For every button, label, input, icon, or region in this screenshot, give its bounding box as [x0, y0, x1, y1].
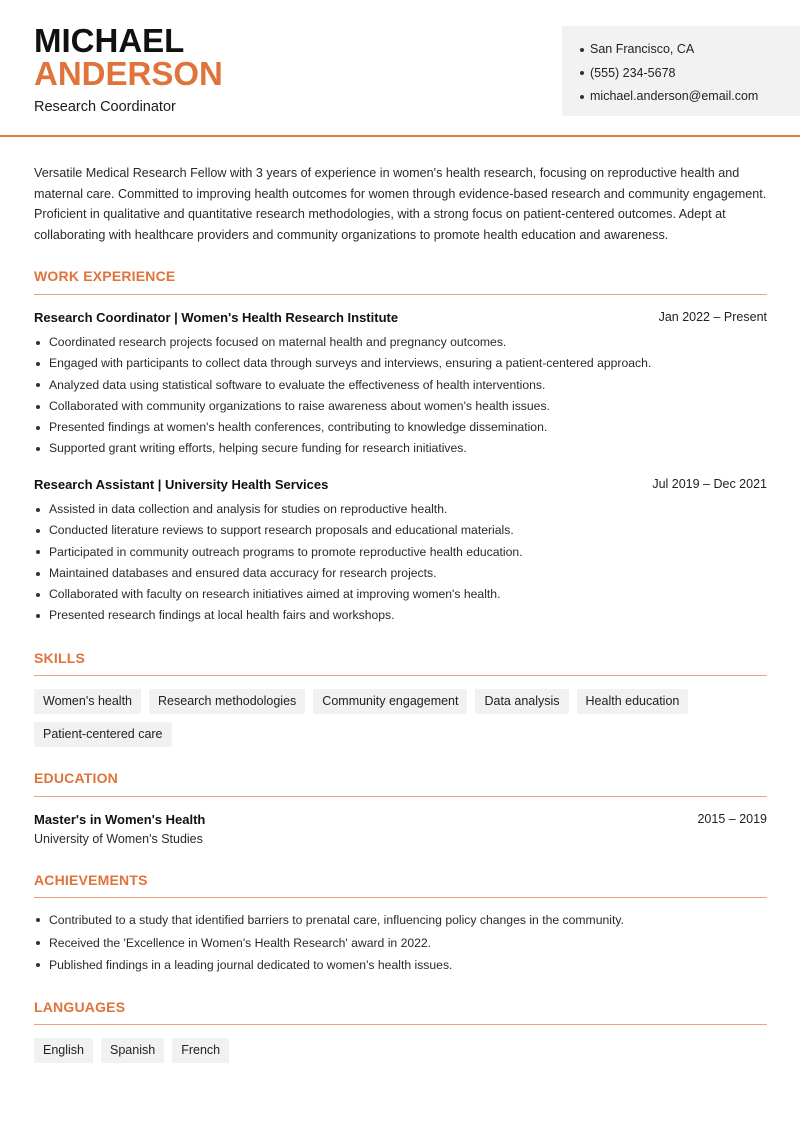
languages-list — [34, 1038, 767, 1063]
list-item — [34, 353, 767, 374]
bullet-icon — [36, 341, 40, 345]
skill-chip: Health education — [577, 689, 689, 714]
bullet-icon — [36, 572, 40, 576]
bullet-icon — [36, 614, 40, 618]
job-dates-2: Jul 2019 – Dec 2021 — [652, 477, 767, 491]
education-school: University of Women's Studies — [34, 832, 203, 846]
list-item — [34, 954, 767, 977]
bullet-icon — [580, 48, 584, 52]
section-title-languages: LANGUAGES — [34, 999, 126, 1015]
bullet-icon — [36, 362, 40, 366]
section-title-work: WORK EXPERIENCE — [34, 268, 176, 284]
bullet-icon — [36, 941, 40, 945]
job-heading-1: Research Coordinator | Women's Health Research Institute — [34, 310, 399, 325]
last-name: ANDERSON — [34, 55, 223, 92]
list-item — [34, 332, 767, 353]
section-divider — [34, 675, 767, 676]
section-divider — [34, 1024, 767, 1025]
list-item — [34, 605, 767, 626]
skill-chip: Research methodologies — [149, 689, 305, 714]
list-item — [34, 438, 767, 459]
education-degree: Master's in Women's Health — [34, 812, 206, 827]
list-item — [34, 909, 767, 932]
list-item — [34, 563, 767, 584]
job-bullets-2 — [34, 499, 767, 627]
bullet-icon — [36, 405, 40, 409]
skill-chip: Community engagement — [313, 689, 467, 714]
skill-chip: Data analysis — [475, 689, 568, 714]
bullet-icon — [36, 550, 40, 554]
email-link[interactable]: michael.anderson@email.com — [590, 89, 759, 103]
section-divider — [34, 897, 767, 898]
list-item-text: Supported grant writing efforts, helping secure funding for research initiatives. — [49, 441, 467, 456]
language-chip: Spanish — [101, 1038, 164, 1063]
bullet-icon — [36, 918, 40, 922]
contact-phone — [580, 62, 800, 86]
list-item-text: Engaged with participants to collect data through surveys and interviews, ensuring a patient-centered approach. — [49, 356, 652, 371]
language-chip: English — [34, 1038, 93, 1063]
bullet-icon — [36, 593, 40, 597]
skills-list — [34, 689, 767, 747]
language-chip: French — [172, 1038, 229, 1063]
bullet-icon — [580, 71, 584, 75]
list-item-text: Contributed to a study that identified barriers to prenatal care, influencing policy changes in the community. — [49, 913, 624, 927]
list-item-text: Conducted literature reviews to support research proposals and educational materials. — [49, 523, 514, 538]
list-item-text: Published findings in a leading journal dedicated to women's health issues. — [49, 958, 453, 972]
list-item-text: Presented research findings at local health fairs and workshops. — [49, 608, 395, 623]
list-item-text: Analyzed data using statistical software to evaluate the effectiveness of health interventions. — [49, 377, 546, 392]
list-item-text: Collaborated with community organizations to raise awareness about women's health issues. — [49, 398, 550, 413]
list-item — [34, 520, 767, 541]
bullet-icon — [36, 426, 40, 430]
section-divider — [34, 294, 767, 295]
list-item-text: Coordinated research projects focused on maternal health and pregnancy outcomes. — [49, 335, 507, 349]
skill-chip: Patient-centered care — [34, 722, 172, 747]
contact-location — [580, 38, 800, 62]
job-dates-1: Jan 2022 – Present — [658, 310, 767, 324]
bullet-icon — [36, 383, 40, 387]
location-text: San Francisco, CA — [590, 42, 695, 56]
list-item — [34, 396, 767, 417]
job-heading-2: Research Assistant | University Health Services — [34, 477, 329, 492]
list-item — [34, 499, 767, 520]
list-item — [34, 542, 767, 563]
list-item-text: Participated in community outreach programs to promote reproductive health education. — [49, 544, 523, 559]
bullet-icon — [36, 963, 40, 967]
list-item — [34, 932, 767, 955]
list-item — [34, 584, 767, 605]
first-name: MICHAEL — [34, 22, 185, 59]
list-item-text: Presented findings at women's health conferences, contributing to knowledge dissemination. — [49, 420, 548, 435]
achievements-list — [34, 909, 767, 977]
education-dates: 2015 – 2019 — [697, 812, 767, 826]
list-item — [34, 417, 767, 438]
section-title-achievements: ACHIEVEMENTS — [34, 872, 148, 888]
contact-email[interactable] — [580, 85, 800, 109]
bullet-icon — [36, 529, 40, 533]
contact-box — [562, 26, 800, 116]
list-item-text: Assisted in data collection and analysis for studies on reproductive health. — [49, 502, 448, 516]
professional-summary: Versatile Medical Research Fellow with 3 years of experience in women's health research, focusing on reproductive health and maternal care. Committed to improving health outcomes for women through evidence-based research and community engagement. Proficient in qualitative and quantitative research methodologies, with a strong focus on patient-centered outcomes. Adept at collaborating with healthcare providers and community organizations to promote health education and awareness. — [34, 166, 767, 243]
list-item-text: Maintained databases and ensured data accuracy for research projects. — [49, 565, 437, 580]
resume-header — [0, 0, 800, 137]
list-item — [34, 375, 767, 396]
section-title-education: EDUCATION — [34, 770, 118, 786]
skill-chip: Women's health — [34, 689, 141, 714]
section-title-skills: SKILLS — [34, 650, 85, 666]
section-divider — [34, 796, 767, 797]
job-title: Research Coordinator — [34, 99, 176, 115]
bullet-icon — [580, 95, 584, 99]
list-item-text: Collaborated with faculty on research initiatives aimed at improving women's health. — [49, 587, 501, 602]
list-item-text: Received the 'Excellence in Women's Health Research' award in 2022. — [49, 935, 432, 950]
job-bullets-1 — [34, 332, 767, 460]
bullet-icon — [36, 447, 40, 451]
bullet-icon — [36, 508, 40, 512]
phone-text: (555) 234-5678 — [590, 65, 676, 80]
